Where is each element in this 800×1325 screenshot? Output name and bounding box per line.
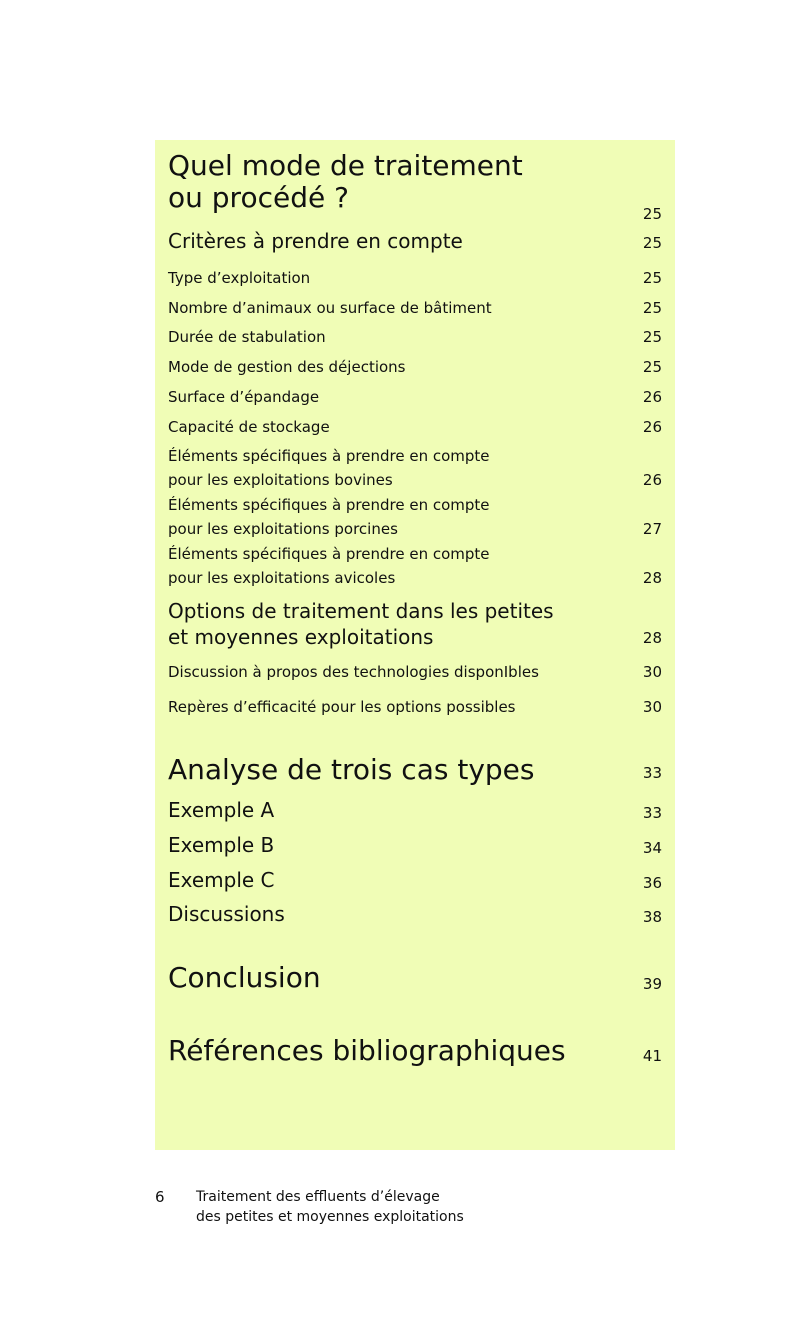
toc-entry-title: Options de traitement dans les petites et moyennes exploitations xyxy=(168,599,554,649)
toc-entry-page: 25 xyxy=(642,269,662,287)
toc-entry-title: Éléments spécifiques à prendre en compte pour les exploitations avicoles xyxy=(168,545,490,587)
toc-entry-title: Capacité de stockage xyxy=(168,418,330,436)
toc-entry-page: 25 xyxy=(642,205,662,223)
toc-entry-quel-mode[interactable] xyxy=(168,149,662,223)
toc-entry-capacite-stockage[interactable] xyxy=(168,415,662,439)
toc-entry-discussion-technologies[interactable] xyxy=(168,660,662,684)
toc-entry-page: 28 xyxy=(642,569,662,587)
toc-entry-title: Surface d’épandage xyxy=(168,388,320,406)
footer-page-number: 6 xyxy=(155,1188,165,1206)
toc-entry-title: Analyse de trois cas types xyxy=(168,753,535,786)
toc-entry-exemple-b[interactable] xyxy=(168,832,662,858)
toc-entry-page: 26 xyxy=(642,418,662,436)
toc-entry-title: Exemple C xyxy=(168,868,275,892)
toc-entry-references[interactable] xyxy=(168,1035,662,1067)
toc-entry-exemple-a[interactable] xyxy=(168,797,662,823)
table-of-contents xyxy=(155,140,675,1150)
toc-entry-page: 25 xyxy=(642,328,662,346)
footer-publication-title: Traitement des effluents d’élevage des petites et moyennes exploitations xyxy=(196,1189,464,1225)
toc-entry-surface-epandage[interactable] xyxy=(168,385,662,409)
toc-entry-bovines[interactable] xyxy=(168,444,662,492)
toc-entry-options-traitement[interactable] xyxy=(168,598,662,650)
toc-entry-page: 28 xyxy=(642,629,662,647)
toc-entry-title: Exemple A xyxy=(168,798,275,822)
toc-entry-page: 34 xyxy=(642,839,662,857)
toc-entry-title: Références bibliographiques xyxy=(168,1034,566,1067)
toc-entry-title: Durée de stabulation xyxy=(168,328,326,346)
toc-entry-page: 38 xyxy=(642,908,662,926)
toc-entry-title: Éléments spécifiques à prendre en compte pour les exploitations porcines xyxy=(168,496,490,538)
toc-entry-page: 33 xyxy=(642,804,662,822)
toc-entry-page: 25 xyxy=(642,358,662,376)
toc-entry-title: Repères d’efficacité pour les options possibles xyxy=(168,698,516,716)
toc-entry-page: 27 xyxy=(642,520,662,538)
toc-entry-porcines[interactable] xyxy=(168,493,662,541)
toc-entry-mode-gestion[interactable] xyxy=(168,355,662,379)
toc-entry-reperes-efficacite[interactable] xyxy=(168,695,662,719)
toc-entry-title: Mode de gestion des déjections xyxy=(168,358,406,376)
toc-entry-analyse-cas-types[interactable] xyxy=(168,754,662,786)
toc-entry-page: 26 xyxy=(642,471,662,489)
toc-entry-criteres[interactable] xyxy=(168,228,662,254)
toc-entry-title: Discussion à propos des technologies disponIbles xyxy=(168,663,539,681)
toc-entry-conclusion[interactable] xyxy=(168,962,662,994)
toc-entry-page: 36 xyxy=(642,874,662,892)
toc-entry-title: Critères à prendre en compte xyxy=(168,229,463,253)
toc-entry-page: 26 xyxy=(642,388,662,406)
toc-entry-title: Éléments spécifiques à prendre en compte pour les exploitations bovines xyxy=(168,447,490,489)
toc-entry-page: 25 xyxy=(642,234,662,252)
toc-entry-title: Type d’exploitation xyxy=(168,269,311,287)
toc-entry-page: 33 xyxy=(642,764,662,782)
toc-entry-discussions[interactable] xyxy=(168,901,662,927)
toc-entry-nombre-animaux[interactable] xyxy=(168,296,662,320)
toc-entry-title: Exemple B xyxy=(168,833,275,857)
toc-entry-page: 30 xyxy=(642,698,662,716)
toc-entry-avicoles[interactable] xyxy=(168,542,662,590)
toc-entry-page: 30 xyxy=(642,663,662,681)
toc-entry-exemple-c[interactable] xyxy=(168,867,662,893)
toc-entry-title: Quel mode de traitement ou procédé ? xyxy=(168,149,523,214)
toc-entry-type-exploitation[interactable] xyxy=(168,266,662,290)
toc-entry-title: Conclusion xyxy=(168,961,321,994)
toc-entry-title: Discussions xyxy=(168,902,285,926)
toc-entry-duree-stabulation[interactable] xyxy=(168,325,662,349)
toc-entry-page: 25 xyxy=(642,299,662,317)
toc-entry-page: 39 xyxy=(642,975,662,993)
toc-entry-page: 41 xyxy=(642,1047,662,1065)
toc-entry-title: Nombre d’animaux ou surface de bâtiment xyxy=(168,299,492,317)
